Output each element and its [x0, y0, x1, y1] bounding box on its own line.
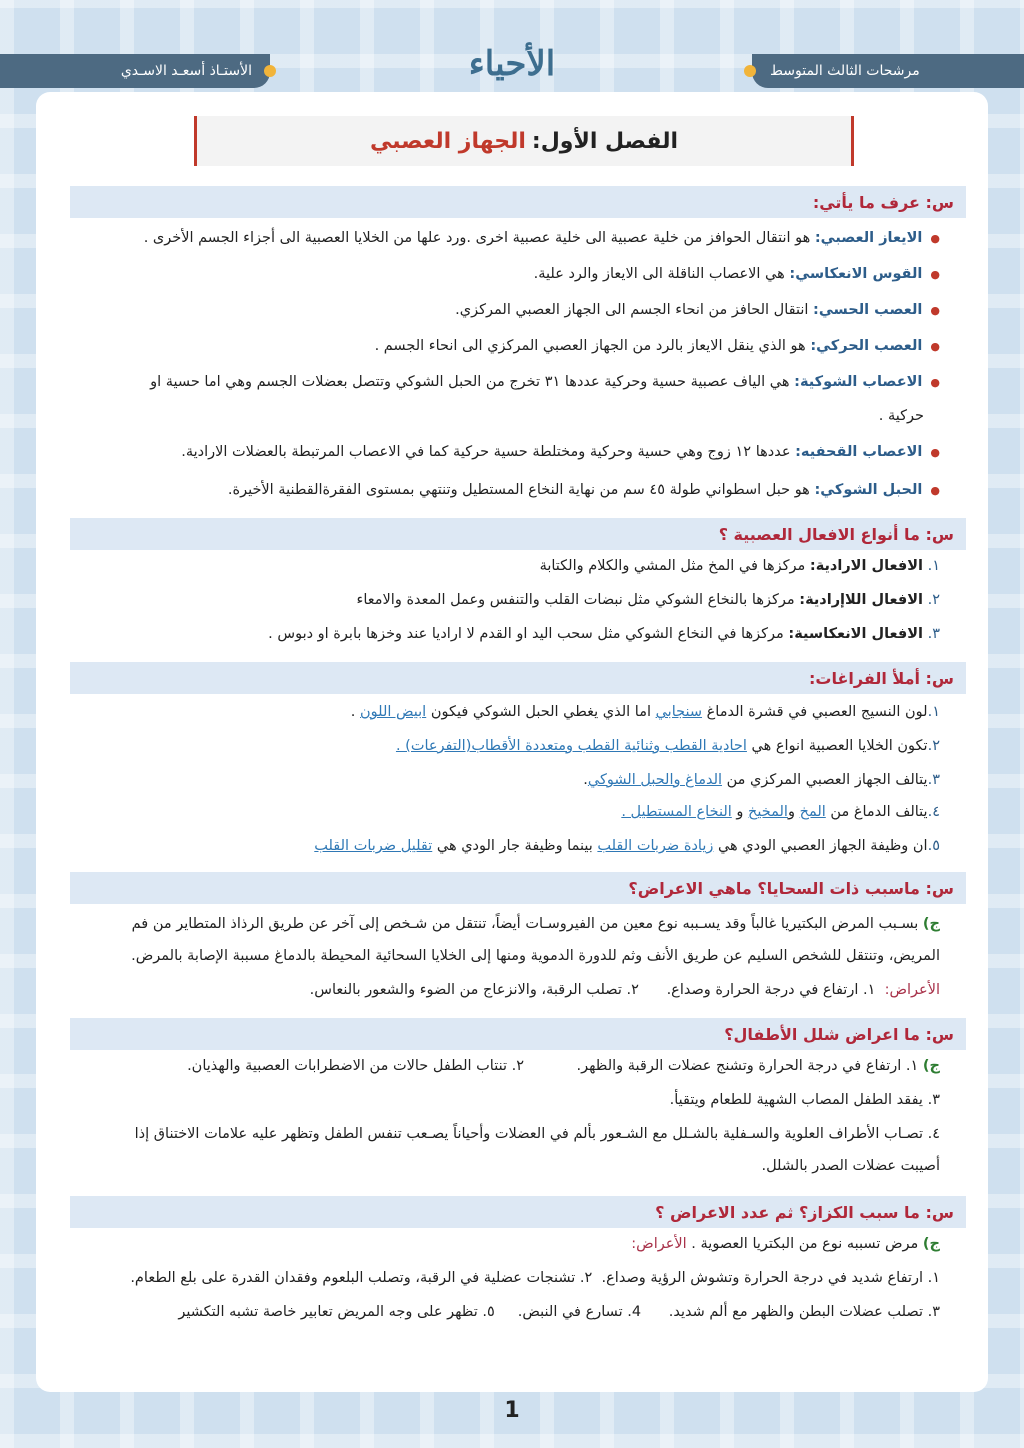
question-heading-fill-blanks: س: أملأ الفراغات: — [70, 662, 966, 694]
pill-dot — [744, 65, 756, 77]
definition-item: ●الاعصاب القحفيه: عددها ١٢ زوج وهي حسية وحركية ومختلطة حسية حركية كما في الاعصاب المرتبطة بالعضلات الارادية. — [181, 444, 940, 460]
question-heading-tetanus: س: ما سبب الكزاز؟ ثم عدد الاعراض ؟ — [70, 1196, 966, 1228]
answer-line: ٣. يفقد الطفل المصاب الشهية للطعام ويتقيأ. — [669, 1092, 940, 1108]
list-item: ٣. الافعال الانعكاسية: مركزها في النخاع الشوكي مثل سحب اليد او القدم لا اراديا عند وخزها بابرة او دبوس . — [268, 626, 940, 642]
definition-item: ●القوس الانعكاسي: هي الاعصاب الناقلة الى الايعاز والرد علية. — [533, 266, 940, 282]
list-item: ١. الافعال الارادية: مركزها في المخ مثل المشي والكلام والكتابة — [539, 558, 940, 574]
symptoms-line: ١. ارتفاع شديد في درجة الحرارة وتشوش الرؤية وصداع. ٢. تشنجات عضلية في الرقبة، وتصلب البلعوم وفقدان القدرة على بلع الطعام. — [130, 1270, 940, 1286]
answer-line: ٢. تنتاب الطفل حالات من الاضطرابات العصبية والهذيان. — [187, 1058, 524, 1074]
subject-logo: الأحياء — [468, 44, 556, 84]
pill-dot — [264, 65, 276, 77]
chapter-prefix: الفصل الأول: — [531, 128, 678, 154]
question-heading-meningitis: س: ماسبب ذات السحايا؟ ماهي الاعراض؟ — [70, 872, 966, 904]
chapter-highlight: الجهاز العصبي — [370, 128, 526, 154]
list-item: ٢. الافعال اللاإرادية: مركزها بالنخاع الشوكي مثل نبضات القلب والتنفس وعمل المعدة والامعاء — [356, 592, 940, 608]
answer-line: ج) بسـبب المرض البكتيريا غالباً وقد يسـببه نوع معين من الفيروسـات أيضاً، تنتقل من شـخص إلى آخر عن طريق الرذاذ المتطاير من فم — [131, 916, 940, 932]
fill-blank-line: ٢.تكون الخلايا العصبية انواع هي احادية القطب وثنائية القطب ومتعددة الأقطاب(التفرعات) . — [395, 738, 940, 754]
definition-item: ●العصب الحسي: انتقال الحافز من انحاء الجسم الى الجهاز العصبي المركزي. — [455, 302, 940, 318]
header-grade-pill — [752, 54, 1024, 88]
grade-label: مرشحات الثالث المتوسط — [770, 63, 920, 79]
question-heading-reflex-types: س: ما أنواع الافعال العصبية ؟ — [70, 518, 966, 550]
question-heading-polio: س: ما اعراض شلل الأطفال؟ — [70, 1018, 966, 1050]
teacher-label: الأستـاذ أسعـد الاسـدي — [120, 63, 252, 79]
answer-line: ج) ١. ارتفاع في درجة الحرارة وتشنج عضلات الرقبة والظهر. — [576, 1058, 940, 1074]
definition-item: ●الاعصاب الشوكية: هي الياف عصبية حسية وحركية عددها ٣١ تخرج من الحبل الشوكي وتتصل بعضلات الجسم وهي اما حسية او — [150, 374, 940, 390]
fill-blank-line: ١.لون النسيج العصبي في قشرة الدماغ سنجابي اما الذي يغطي الحبل الشوكي فيكون ابيض اللون . — [350, 704, 940, 720]
fill-blank-line: ٣.يتالف الجهاز العصبي المركزي من الدماغ والحبل الشوكي. — [583, 772, 940, 788]
header-teacher-pill — [0, 54, 270, 88]
fill-blank-line: ٤.يتالف الدماغ من المخ والمخيخ و النخاع المستطيل . — [621, 804, 940, 820]
chapter-title — [194, 116, 854, 166]
answer-line: ج) مرض تسببه نوع من البكتريا العصوية . الأعراض: — [631, 1236, 940, 1252]
page-number: 1 — [504, 1398, 520, 1423]
answer-line: أصيبت عضلات الصدر بالشلل. — [761, 1158, 940, 1174]
fill-blank-line: ٥.ان وظيفة الجهاز العصبي الودي هي زيادة ضربات القلب بينما وظيفة جار الودي هي تقليل ضربات القلب — [314, 838, 940, 854]
definition-item-continuation: حركية . — [878, 408, 924, 424]
answer-line: ٤. تصـاب الأطراف العلوية والسـفلية بالشـلل مع الشـعور بألم في العضلات وأحياناً يصـعب تنفس الطفل وتظهر عليه علامات الاختناق إذا — [134, 1126, 940, 1142]
answer-line: المريض، وتنتقل للشخص السليم عن طريق الأنف وثم للدورة الدموية ومنها إلى الخلايا السحائية المحيطة بالدماغ مسببة الإصابة بالمرض. — [131, 948, 940, 964]
symptoms-line: الأعراض: ١. ارتفاع في درجة الحرارة وصداع. ٢. تصلب الرقبة، والانزعاج من الضوء والشعور بالنعاس. — [309, 982, 940, 998]
definition-item: ●الحبل الشوكي: هو حبل اسطواني طولة ٤٥ سم من نهاية النخاع المستطيل وتنتهي بمستوى الفقرةالقطنية الأخيرة. — [227, 482, 940, 498]
question-heading-definitions: س: عرف ما يأتي: — [70, 186, 966, 218]
symptoms-line: ٣. تصلب عضلات البطن والظهر مع ألم شديد. 4. تسارع في النبض. ٥. تظهر على وجه المريض تعابير خاصة تشبه التكشير — [178, 1304, 940, 1320]
definition-item: ●العصب الحركي: هو الذي ينقل الايعاز بالرد من الجهاز العصبي المركزي الى انحاء الجسم . — [374, 338, 940, 354]
definition-item: ●الايعاز العصبي: هو انتقال الحوافز من خلية عصبية الى خلية عصبية اخرى .ورد علها من الخلايا العصبية الى أجزاء الجسم الأخرى . — [143, 230, 940, 246]
